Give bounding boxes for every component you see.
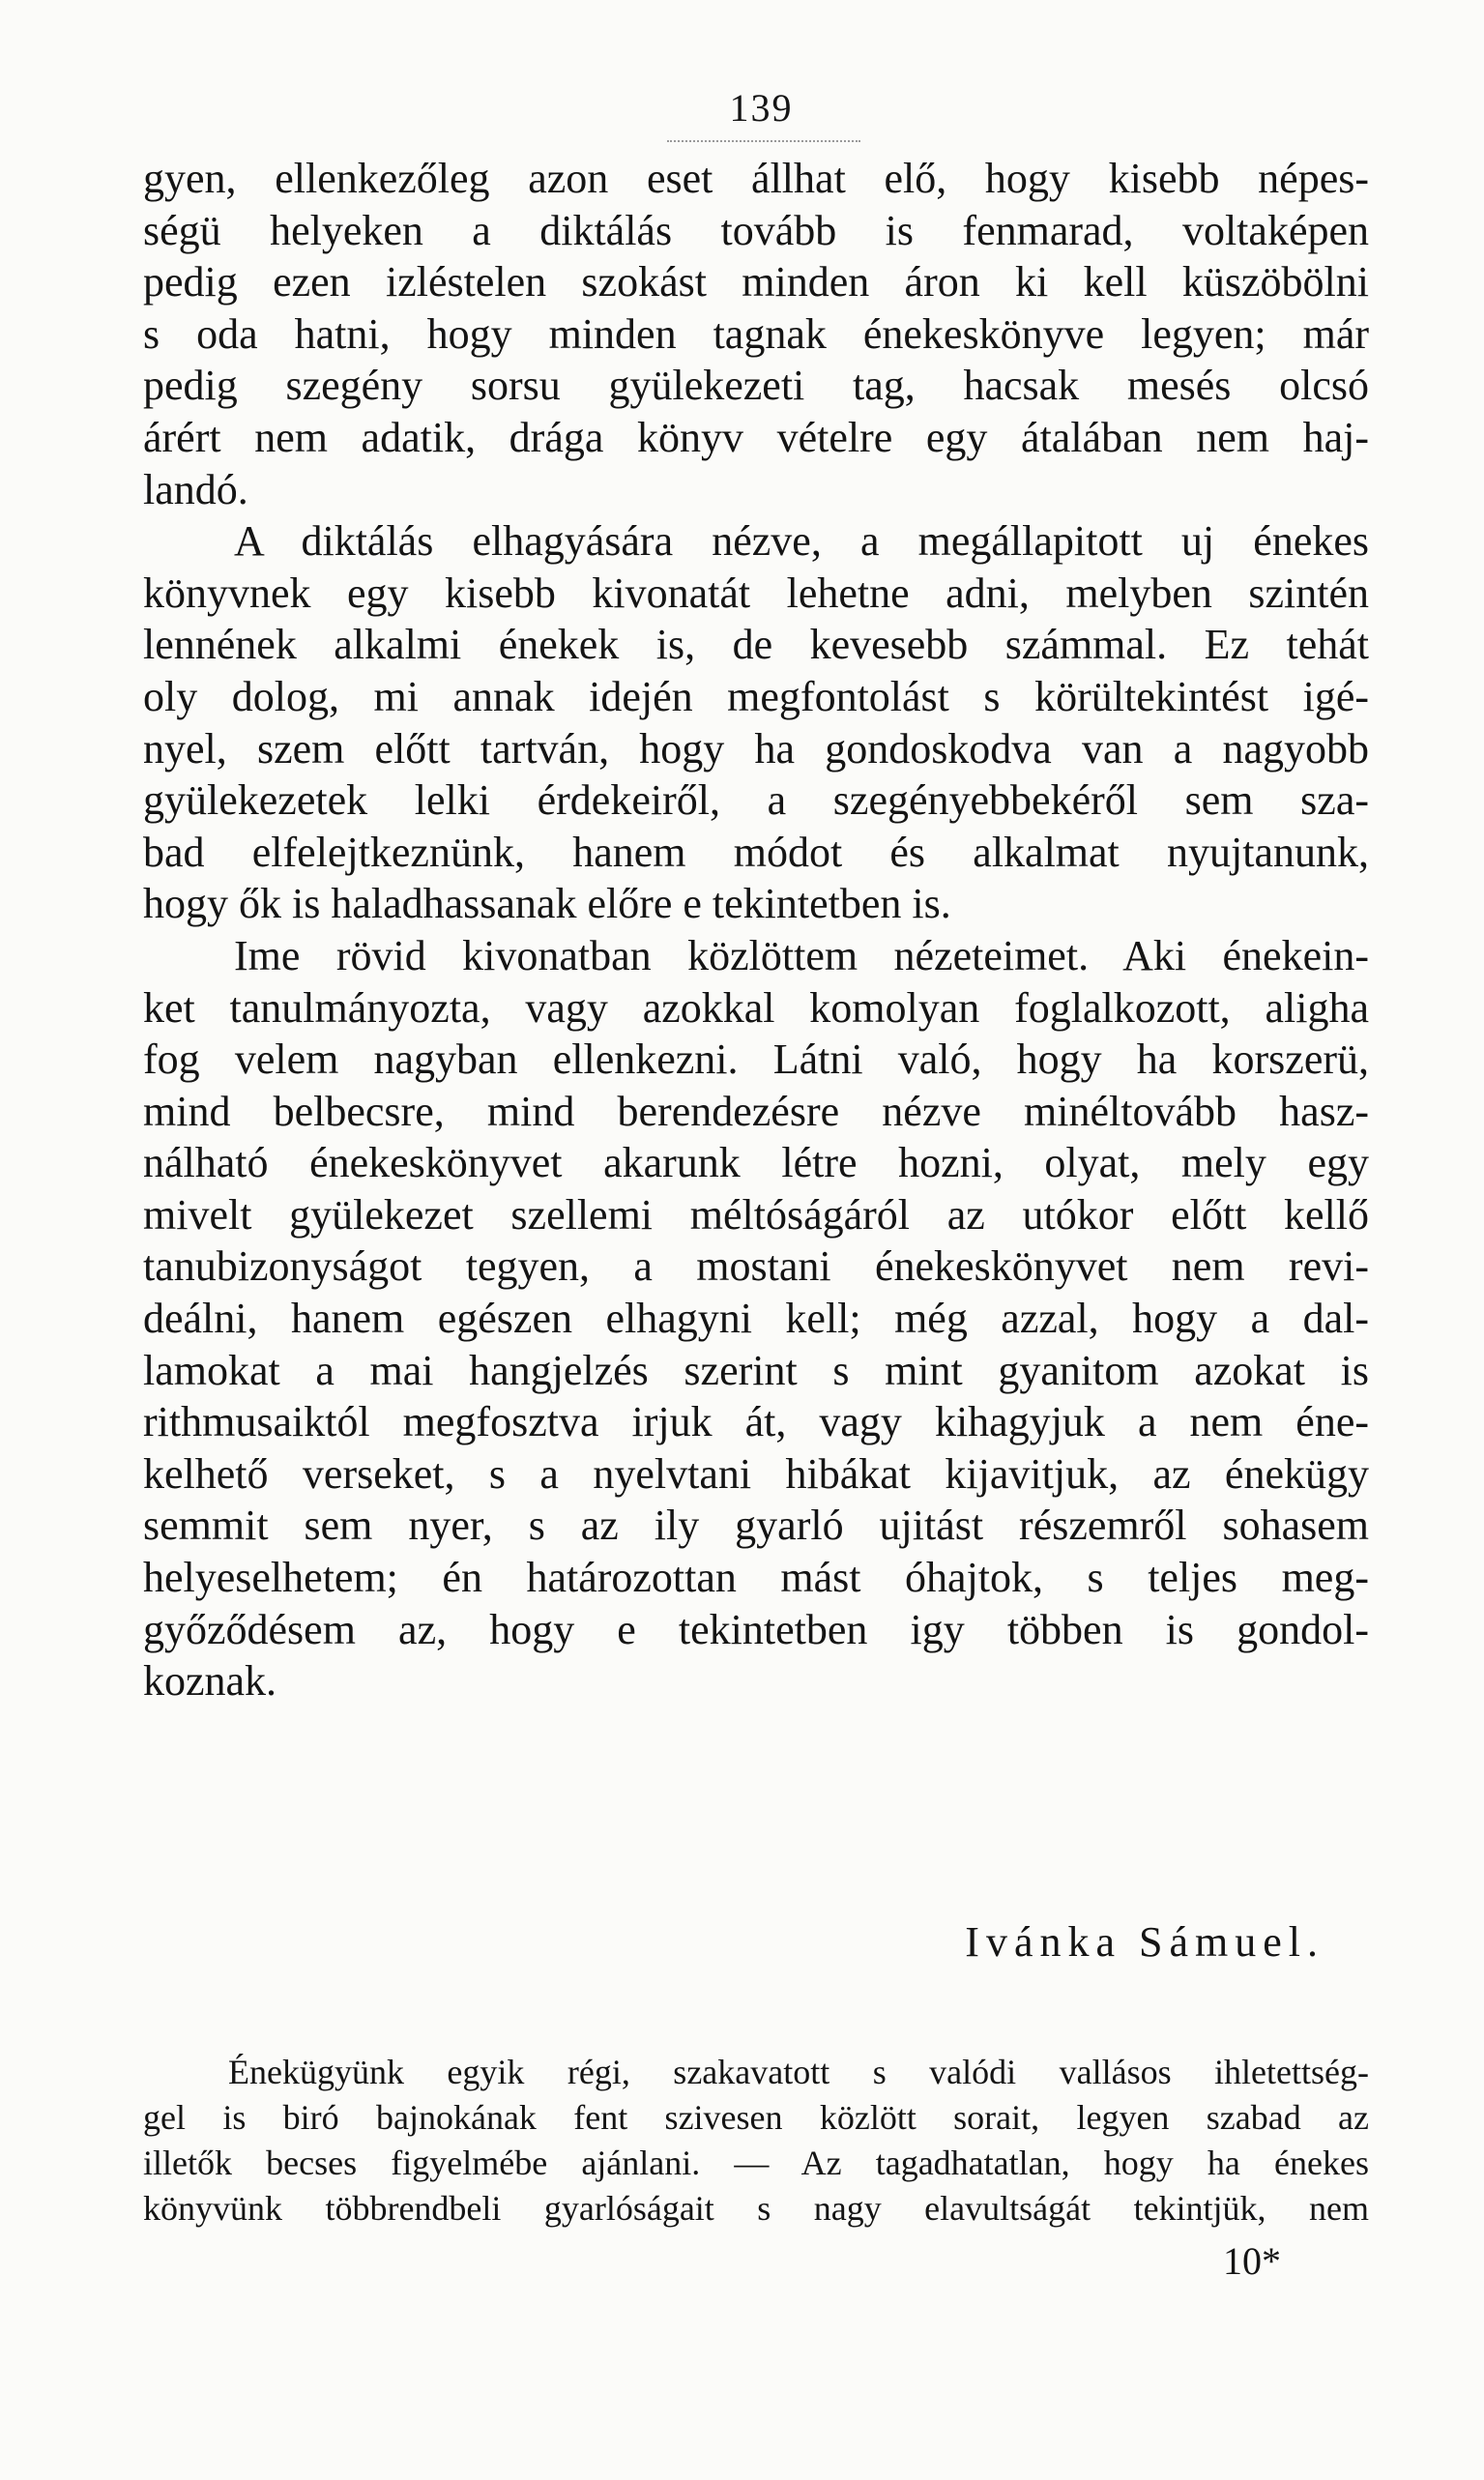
footnote-block [143,2050,1369,2232]
text-line: s oda hatni, hogy minden tagnak énekeskönyve legyen; már [143,309,1369,358]
text-line: tanubizonyságot tegyen, a mostani énekeskönyvet nem revi- [143,1242,1369,1291]
text-line: nálható énekeskönyvet akarunk létre hozni, olyat, mely egy [143,1139,1369,1187]
printer-signature-mark: 10* [1223,2239,1281,2283]
text-line: A diktálás elhagyására nézve, a megállapitott uj énekes [234,517,1369,566]
text-line: győződésem az, hogy e tekintetben igy többen is gondol- [143,1605,1369,1653]
text-line: landó. [143,465,248,513]
footnote-line: Énekügyünk egyik régi, szakavatott s valódi vallásos ihletettség- [228,2053,1369,2091]
text-line: kelhető verseket, s a nyelvtani hibákat kijavitjuk, az éneküg​y [143,1449,1369,1498]
text-line: gyülekezetek lelki érdekeiről, a szegényebbekéről sem sza- [143,776,1369,825]
text-line: fog velem nagyban ellenkezni. Látni való, hogy ha korszerü, [143,1036,1369,1084]
footnote-line: illetők becses figyelmébe ajánlani. — Az tagadhatatlan, hogy ha énekes [143,2144,1369,2182]
text-line: deálni, hanem egészen elhagyni kell; még azzal, hogy a dal- [143,1295,1369,1343]
footnote-line: gel is biró bajnokának fent szivesen közlött sorait, legyen szabad az [143,2098,1369,2137]
text-line: lennének alkalmi énekek is, de kevesebb számmal. Ez tehát [143,621,1369,669]
text-line: oly dolog, mi annak idején megfontolást s körültekintést igé- [143,672,1369,720]
text-line: mivelt gyülekezet szellemi méltóságáról az utókor előtt kellő [143,1190,1369,1239]
text-line: lamokat a mai hangjelzés szerint s mint gyanitom azokat is [143,1346,1369,1394]
main-text-block [143,153,1369,1707]
text-line: ségü helyeken a diktálás tovább is fenmarad, voltaképen [143,206,1369,254]
text-line: ket tanulmányozta, vagy azokkal komolyan foglalkozott, aligha [143,983,1369,1032]
text-line: hogy ők is haladhassanak előre e tekintetben is. [143,880,951,928]
page-number: 139 [729,86,794,130]
text-line: könyvnek egy kisebb kivonatát lehetne adni, melyben szintén [143,569,1369,617]
text-line: árért nem adatik, drága könyv vételre egy átalában nem haj- [143,413,1369,461]
text-line: bad elfelejtkeznünk, hanem módot és alkalmat nyujtanunk, [143,828,1369,876]
text-line: Ime rövid kivonatban közlöttem nézeteimet. Aki énekein- [234,931,1369,979]
text-line: mind belbecsre, mind berendezésre nézve minéltovább hasz- [143,1087,1369,1135]
text-line: rithmusaiktól megfosztva irjuk át, vagy kihagyjuk a nem éne- [143,1398,1369,1446]
text-line: nyel, szem előtt tartván, hogy ha gondoskodva van a nagyobb [143,724,1369,773]
header-rule [667,140,860,142]
text-line: pedig ezen izléstelen szokást minden áron ki kell küszöbölni [143,258,1369,306]
text-line: gyen, ellenkezőleg azon eset állhat elő, hogy kisebb népes- [143,155,1369,202]
text-line: koznak. [143,1657,277,1706]
text-line: pedig szegény sorsu gyülekezeti tag, hacsak mesés olcsó [143,362,1369,410]
author-signature: Ivánka Sámuel. [965,1918,1324,1966]
footnote-line: könyvünk többrendbeli gyarlóságait s nagy elavultságát tekintjük, nem [143,2189,1369,2228]
text-line: helyeselhetem; én határozottan mást óhajtok, s teljes meg- [143,1554,1369,1602]
text-line: semmit sem nyer, s az ily gyarló ujitást részemről sohasem [143,1502,1369,1550]
